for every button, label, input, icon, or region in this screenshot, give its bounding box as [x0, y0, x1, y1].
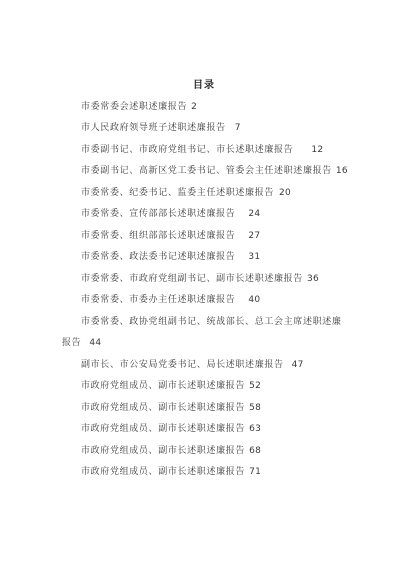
toc-entry-title: 市委常委、组织部部长述职述廉报告: [81, 230, 236, 241]
toc-entry: [0, 269, 408, 291]
toc-entry: [0, 398, 408, 420]
toc-entry: [0, 290, 408, 312]
toc-entry-page: 40: [248, 295, 261, 305]
toc-entry-page: 31: [248, 252, 261, 262]
toc-entry-title: 市委副书记、市政府党组书记、市长述职述廉报告: [81, 144, 294, 155]
toc-entry: [0, 183, 408, 205]
toc-entry: [0, 462, 408, 484]
toc-entry-page: 71: [249, 467, 262, 477]
toc-entry-title: 市委副书记、高新区党工委书记、管委会主任述职述廉报告: [81, 166, 332, 176]
toc-entry-title: 市政府党组成员、副市长述职述廉报告: [81, 424, 246, 434]
toc-entry-title-continued: 报告: [62, 338, 82, 348]
toc-entry-title: 市委常委、政协党组副书记、统战部长、总工会主席述职述廉: [81, 316, 342, 327]
toc-entry-page: 2: [191, 101, 198, 112]
toc-entry-title: 市委常委、纪委书记、监委主任述职述廉报告: [81, 187, 275, 198]
toc-entry: [0, 441, 408, 463]
toc-entry-page: 68: [249, 445, 262, 456]
toc-entry-title: 市委常委会述职述廉报告: [81, 101, 188, 112]
toc-entry-title: 市委常委、政法委书记述职述廉报告: [81, 252, 236, 262]
toc-entry-continuation: [0, 333, 408, 355]
toc-entry: [0, 355, 408, 377]
toc-entry-page: 7: [234, 123, 241, 133]
toc-entry-page: 12: [311, 144, 324, 155]
toc-entry-title: 市委常委、市政府党组副书记、副市长述职述廉报告: [81, 273, 303, 284]
toc-entry: [0, 247, 408, 269]
toc-entry-title: 市人民政府领导班子述职述廉报告: [81, 123, 226, 133]
toc-entry: [0, 226, 408, 248]
toc-entry-page: 47: [291, 359, 304, 370]
toc-entry: [0, 204, 408, 226]
toc-entry-page: 63: [249, 424, 262, 434]
toc-entry: [0, 118, 408, 140]
toc-entry-title: 市委常委、市委办主任述职述廉报告: [81, 295, 236, 305]
toc-entry-title: 市政府党组成员、副市长述职述廉报告: [81, 381, 246, 391]
toc-entry: [0, 419, 408, 441]
toc-entry-page: 20: [279, 187, 292, 198]
toc-entry-title: 市委常委、宣传部部长述职述廉报告: [81, 209, 236, 219]
table-of-contents: [0, 75, 408, 484]
toc-entry-title: 副市长、市公安局党委书记、局长述职述廉报告: [81, 359, 284, 370]
toc-entry-page: 44: [89, 338, 102, 348]
toc-entry-title: 市政府党组成员、副市长述职述廉报告: [81, 402, 246, 413]
toc-entry-title: 市政府党组成员、副市长述职述廉报告: [81, 445, 246, 456]
toc-entry-page: 58: [249, 402, 262, 413]
toc-entry-page: 36: [306, 273, 320, 284]
toc-entry: [0, 312, 408, 334]
toc-entry-page: 16: [335, 166, 348, 176]
toc-entry: [0, 140, 408, 162]
toc-entry-page: 24: [248, 209, 261, 219]
toc-entry-page: 27: [248, 230, 261, 241]
toc-entry-title: 市政府党组成员、副市长述职述廉报告: [81, 467, 246, 477]
toc-entry: [0, 161, 408, 183]
toc-entry-page: 52: [249, 381, 262, 391]
toc-heading: 目录: [193, 80, 215, 91]
toc-entry: [0, 376, 408, 398]
toc-entry: [0, 97, 408, 119]
